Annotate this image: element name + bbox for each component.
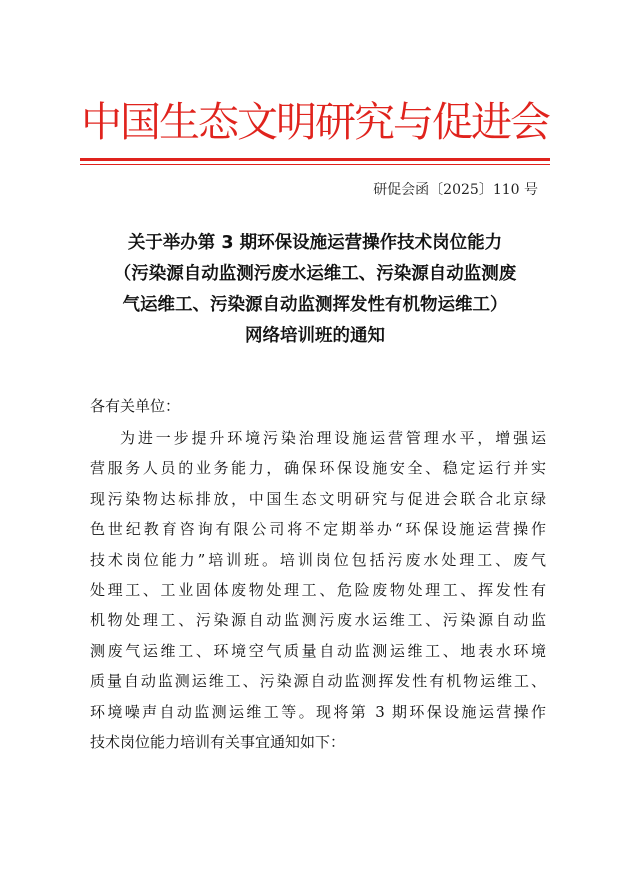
salutation: 各有关单位： xyxy=(90,397,181,415)
body-line: 环境噪声自动监测运维工等。现将第 3 期环保设施运营操作 xyxy=(90,702,546,721)
body-line: 现污染物达标排放，中国生态文明研究与促进会联合北京绿 xyxy=(90,489,546,508)
body-line: 色世纪教育咨询有限公司将不定期举办“环保设施运营操作 xyxy=(90,520,546,539)
letterhead-org-name: 中国生态文明研究与促进会 xyxy=(81,98,549,146)
document-number: 研促会函〔2025〕110 号 xyxy=(373,182,538,198)
body-line: 技术岗位能力”培训班。培训岗位包括污废水处理工、废气 xyxy=(90,550,546,569)
title-line: 气运维工、污染源自动监测挥发性有机物运维工） xyxy=(122,295,508,315)
letterhead-rule-thin xyxy=(80,164,550,165)
title-line: （污染源自动监测污废水运维工、污染源自动监测废 xyxy=(113,264,517,284)
body-line: 测废气运维工、环境空气质量自动监测运维工、地表水环境 xyxy=(90,641,546,660)
letterhead-rule-thick xyxy=(80,158,550,161)
title-line: 关于举办第 3 期环保设施运营操作技术岗位能力 xyxy=(127,233,503,253)
body-line: 处理工、工业固体废物处理工、危险废物处理工、挥发性有 xyxy=(90,581,546,600)
title-line: 网络培训班的通知 xyxy=(245,326,385,346)
document-title xyxy=(60,228,570,352)
body-paragraph xyxy=(90,423,546,757)
body-line: 技术岗位能力培训有关事宜通知如下： xyxy=(90,733,346,752)
body-line: 质量自动监测运维工、污染源自动监测挥发性有机物运维工、 xyxy=(90,672,546,691)
body-line: 营服务人员的业务能力，确保环保设施安全、稳定运行并实 xyxy=(90,459,546,478)
body-line: 机物处理工、污染源自动监测污废水运维工、污染源自动监 xyxy=(90,611,546,630)
body-line: 为进一步提升环境污染治理设施运营管理水平，增强运 xyxy=(120,429,546,447)
